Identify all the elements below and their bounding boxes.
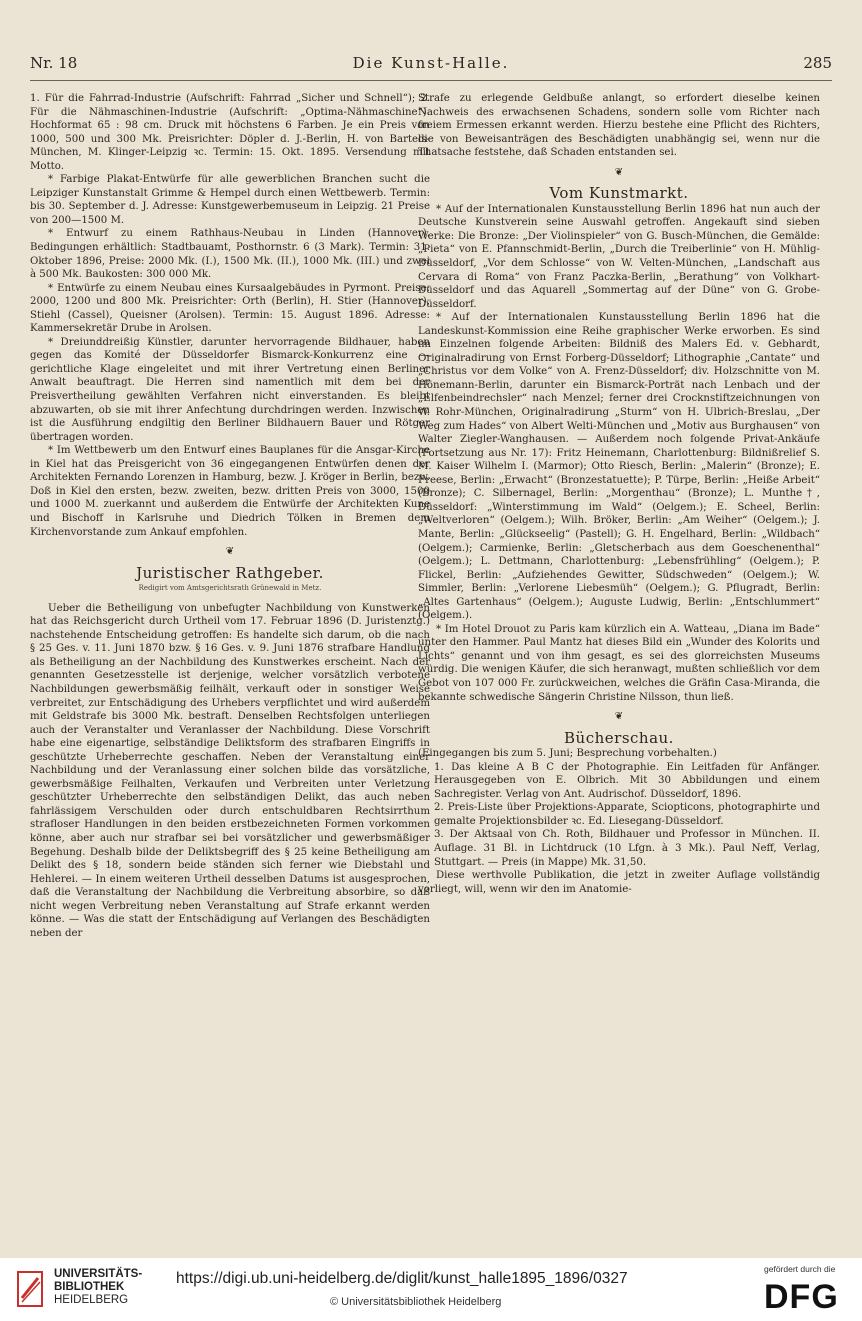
list-item: 2. Preis-Liste über Projektions-Apparate, Sciopticons, photographirte und gemalte Projektionsbilder ꝛc. Ed. Liesegang-Düsseldorf. xyxy=(434,802,820,827)
list-item: 1. Das kleine A B C der Photographie. Ein Leitfaden für Anfänger. Herausgegeben von E. Olbrich. Mit 30 Abbildungen und einem Sachregister. Verlag von Ant. Audrischof. Düsseldorf, 1896. xyxy=(434,761,820,800)
paragraph: * Auf der Internationalen Kunstausstellung Berlin 1896 hat die Landeskunst-Kommission eine Reihe graphischer Werke erworben. Es sind im Einzelnen folgende Arbeiten: Bildniß des Malers Ed. v. Gebhardt, Originalradirung von Ernst Forberg-Düsseldorf; Lithographie „Cantate“ und „Christus vor dem Volke“ von A. Frenz-Düsseldorf; div. Holzschnitte von M. Hönemann-Berlin, darunter ein Bismarck-Porträt nach Lenbach und der „Elfenbeindrechsler“ nach Menzel; ferner drei Crocknstiftzeichnungen von W. Rohr-München, Originalradirung „Sturm“ von H. Ulbrich-Breslau, „Der Weg zum Hades“ von Albert Welti-München und „Motiv aus Burghausen“ von Walter Ziegler-Wanghausen. — Außerdem noch folgende Privat-Ankäufe (Fortsetzung aus Nr. 17): Fritz Heinemann, Charlottenburg: Bildnißrelief S. M. Kaiser Wilhelm I. (Marmor); Otto Riesch, Berlin: „Malerin“ (Bronze); E. Freese, Berlin: „Erwacht“ (Bronzestatuette); P. Türpe, Berlin: „Heiße Arbeit“ (Bronze); C. Silbernagel, Berlin: „Morgenthau“ (Bronze); L. Munthe†, Düsseldorf: „Winterstimmung im Wald“ (Oelgem.); E. Scheel, Berlin: „Weltverloren“ (Oelgem.); Wilh. Bröker, Berlin: „Am Weiher“ (Oelgem.); J. Mante, Berlin: „Glückseelig“ (Pastell); G. H. Engelhard, Berlin: „Wildbach“ (Oelgem.); Carmienke, Berlin: „Gletscherbach aus dem Goeschenenthal“ (Oelgem.); L. Dettmann, Charlottenburg: „Lebensfrühling“ (Oelgem.); P. Flickel, Berlin: „Aufziehendes Gewitter, Südschweden“ (Oelgem.); W. Simmler, Berlin: „Verlorene Liebesmüh“ (Oelgem.); G. Pflugradt, Berlin: „Altes Gartenhaus“ (Oelgem.); Auguste Ludwig, Berlin: „Entschlummert“ (Oelgem.). xyxy=(418,312,820,622)
paragraph: Strafe zu erlegende Geldbuße anlangt, so erfordert dieselbe keinen Nachweis des erwachsenen Schadens, sondern solle vom Richter nach freiem Ermessen erkannt werden. Hierzu bestehe eine Pflicht des Richters, die von Beweisanträgen des Beschädigten unabhängig sei, wenn nur die Thatsache feststehe, daß Schaden entstanden sei. xyxy=(418,93,820,159)
library-name[interactable]: UNIVERSITÄTS- BIBLIOTHEK HEIDELBERG xyxy=(54,1268,143,1306)
paragraph: Diese werthvolle Publikation, die jetzt in zweiter Auflage vollständig vorliegt, will, wenn wir den im Anatomie- xyxy=(418,870,820,895)
paragraph: * Farbige Plakat-Entwürfe für alle gewerblichen Branchen sucht die Leipziger Kunstanstalt Grimme & Hempel durch einen Wettbewerb. Termin: bis 30. September d. J. Adresse: Kunstgewerbemuseum in Leipzig. 21 Preise von 200—1500 M. xyxy=(30,174,430,226)
ornament-icon: ❦ xyxy=(225,546,235,558)
section-title-book-review: Bücherschau. xyxy=(564,728,674,747)
dfg-logo[interactable]: DFG xyxy=(764,1278,839,1316)
running-header xyxy=(30,54,832,76)
paragraph: (Eingegangen bis zum 5. Juni; Besprechung vorbehalten.) xyxy=(418,748,717,760)
paragraph: * Im Hotel Drouot zu Paris kam kürzlich ein A. Watteau, „Diana im Bade“ unter den Hammer. Paul Mantz hat dieses Bild ein „Wunder des Kolorits und Lichts“ genannt und von ihm gesagt, es sei des glorreichsten Museums würdig. Die wenigen Käufer, die sich heranwagt, mußten schließlich vor dem Gebot von 107 000 Fr. zurückweichen, welches die Gräfin Casa-Miranda, die bekannte schwedische Sängerin Christine Nilsson, thun ließ. xyxy=(418,623,820,703)
journal-title: Die Kunst-Halle. xyxy=(352,54,510,72)
list-item: 3. Der Aktsaal von Ch. Roth, Bildhauer und Professor in München. II. Auflage. 31 Bl. in Lichtdruck (10 Lfgn. à 3 Mk.). Paul Neff, Verlag, Stuttgart. — Preis (in Mappe) Mk. 31,50. xyxy=(434,829,820,868)
funding-note: gefördert durch die xyxy=(764,1264,836,1274)
paragraph: * Dreiunddreißig Künstler, darunter hervorragende Bildhauer, haben gegen das Komité der Düsseldorfer Bismarck-Konkurrenz eine — gerichtliche Klage eingeleitet und mit ihrer Vertretung einen Berliner Anwalt beauftragt. Die Herren sind namentlich mit dem bei der Preisvertheilung gewählten Verfahren nicht einverstanden. Es bleibt abzuwarten, ob sie mit ihrer Anfechtung durchdringen werden. Inzwischen ist die Ausführung endgiltig den Berliner Bildhauern Bauer und Rötger übertragen worden. xyxy=(30,336,430,443)
ornament-icon: ❦ xyxy=(614,711,624,723)
paragraph: 1. Für die Fahrrad-Industrie (Aufschrift: Fahrrad „Sicher und Schnell“); 2. Für die Nähmaschinen-Industrie (Aufschrift: „Optima-Nähmaschine“). Hochformat 65 : 98 cm. Druck mit höchstens 6 Farben. Je ein Preis von 1000, 500 und 300 Mk. Preisrichter: Döpler d. J.-Berlin, H. von Bartels-München, M. Klinger-Leipzig ꝛc. Termin: 15. Okt. 1895. Versendung mit Motto. xyxy=(30,93,430,172)
right-column xyxy=(418,92,820,896)
permalink-url[interactable]: https://digi.ub.uni-heidelberg.de/diglit/kunst_halle1895_1896/0327 xyxy=(176,1270,628,1287)
section-title-legal: Juristischer Rathgeber. xyxy=(136,563,324,582)
ornament-icon: ❦ xyxy=(614,166,624,178)
issue-number: Nr. 18 xyxy=(30,54,78,72)
paragraph: Ueber die Betheiligung von unbefugter Nachbildung von Kunstwerken hat das Reichsgericht durch Urtheil vom 17. Februar 1896 (D. Juristenztg.) nachstehende Entscheidung getroffen: Es handelte sich darum, ob die nach § 25 Ges. v. 11. Juni 1870 bzw. § 16 Ges. v. 9. Juni 1876 strafbare Handlung als Betheiligung an der Nachbildung des Kunstwerkes erscheint. Nach der genannten Gesetzesstelle ist derjenige, welcher vorsätzlich verbotene Nachbildungen gewerbsmäßig feilhält, verkauft oder in sonstiger Weise verbreitet, zur Entschädigung des Urhebers verpflichtet und wird außerdem mit Geldstrafe bis 3000 Mk. bestraft. Denselben Rechtsfolgen unterliegen auch der Veranstalter und Veranlasser der Nachbildung. Diese Vorschrift habe eine eigenartige, selbständige Deliktsform des strafbaren Eingriffs in geschützte Urheberrechte geschaffen. Neben der Veranstaltung einer Nachbildung und der Veranlassung einer solchen bilde das vorsätzliche, gewerbsmäßige Feilhalten, Verkaufen und Verbreiten unter Verletzung geschützter Urheberrechte den selbständigen Delikt, das auch neben fahrlässigem Verschulden oder durch entschuldbaren Rechtsirrthum strafloser Handlungen in den beiden erstbezeichneten Formen vorkommen könne, aber auch nur strafbar sei bei vorsätzlicher und gewerbsmäßiger Begehung. Deshalb bilde der Deliktsbegriff des § 25 keine Betheiligung am Delikt des § 18, sondern beide ständen sich ferner wie Diebstahl und Hehlerei. — In einem weiteren Urtheil desselben Datums ist ausgesprochen, daß die Veranstaltung der Nachbildung die Verbreitung absorbire, so daß nicht wegen Verbreitung neben Veranstaltung auf Strafe erkannt werden könne. — Was die statt der Entschädigung auf Verlangen des Beschädigten neben der xyxy=(30,602,430,939)
left-column xyxy=(30,92,430,940)
header-rule xyxy=(30,80,832,81)
page-number: 285 xyxy=(803,54,832,72)
paragraph: * Entwürfe zu einem Neubau eines Kursaalgebäudes in Pyrmont. Preise: 2000, 1200 und 800 Mk. Preisrichter: Orth (Berlin), H. Stier (Hannover), Stiehl (Cassel), Queisner (Arolsen). Termin: 15. August 1896. Adresse: Kammersekretär Drube in Arolsen. xyxy=(30,282,430,335)
paragraph: * Entwurf zu einem Rathhaus-Neubau in Linden (Hannover). Bedingungen erhältlich: Stadtbauamt, Posthornstr. 6 (3 Mark). Termin: 31. Oktober 1896, Preise: 2000 Mk. (I.), 1500 Mk. (II.), 1000 Mk. (III.) und zwei à 500 Mk. Baukosten: 300 000 Mk. xyxy=(30,228,430,281)
paragraph: * Im Wettbewerb um den Entwurf eines Bauplanes für die Ansgar-Kirche in Kiel hat das Preisgericht von 36 eingegangenen Entwürfen denen der Architekten Fernando Lorenzen in Hamburg, bezw. J. Kröger in Berlin, bezw. Doß in Kiel den ersten, bezw. zweiten, bezw. dritten Preis von 3000, 1500 und 1000 M. zuerkannt und außerdem die Entwürfe der Architekten Kune und Bischoff in Karlsruhe und Diedrich Tölken in Bremen dem Kirchenvorstande zum Ankauf empfohlen. xyxy=(30,445,430,538)
library-logo-icon xyxy=(16,1268,46,1310)
copyright-notice: © Universitätsbibliothek Heidelberg xyxy=(330,1296,502,1308)
viewer-footer xyxy=(0,1258,862,1321)
paragraph: * Auf der Internationalen Kunstausstellung Berlin 1896 hat nun auch der Deutsche Kunstverein seine Auswahl getroffen. Angekauft sind sieben Werke: Die Bronze: „Der Violinspieler“ von G. Busch-München, die Gemälde: „Pieta“ von E. Pfannschmidt-Berlin, „Durch die Treiberlinie“ von H. Mühlig-Düsseldorf, „Vor dem Schlosse“ von W. Velten-München, „Landschaft aus Cervara di Roma“ von Franz Paczka-Berlin, „Berathung“ von Volkhart-Düsseldorf und das Aquarell „Sommertag auf der Düne“ von G. Grobe-Düsseldorf. xyxy=(418,203,820,310)
section-title-art-market: Vom Kunstmarkt. xyxy=(549,184,689,203)
section-editor-note: Redigirt vom Amtsgerichtsrath Grünewald in Metz. xyxy=(138,584,322,593)
